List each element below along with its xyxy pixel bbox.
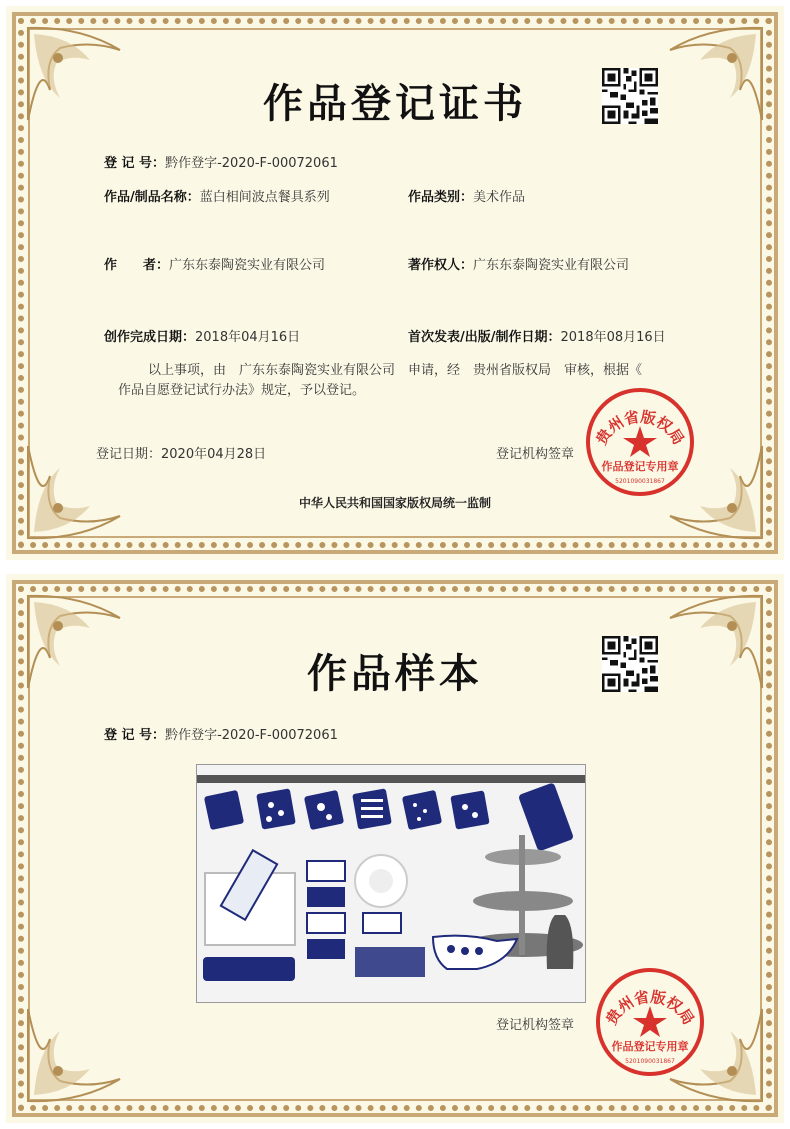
qr-code[interactable]	[602, 68, 658, 124]
seal-serial: 5201090031867	[615, 478, 665, 485]
seal-star-icon	[633, 1006, 667, 1037]
registration-date-label: 登记日期：	[96, 447, 162, 462]
creation-date-value: 2018年04月16日	[195, 330, 301, 345]
work-category-label: 作品类别：	[408, 190, 474, 205]
seal-top-text: 贵州省版权局	[592, 407, 688, 448]
official-seal	[594, 966, 706, 1078]
official-seal	[584, 386, 696, 498]
seal-star-icon	[623, 426, 657, 457]
registration-number-value: 黔作登字-2020-F-00072061	[165, 728, 338, 743]
registration-date	[96, 443, 266, 462]
corner-ornament	[20, 999, 130, 1109]
certificate-title: 作品登记证书	[263, 80, 527, 127]
author	[104, 254, 325, 273]
registration-number-label: 登 记 号：	[104, 156, 166, 171]
copyright-owner-label: 著作权人：	[408, 258, 474, 273]
author-label: 作 者：	[104, 258, 170, 273]
publication-date-value: 2018年08月16日	[560, 330, 666, 345]
author-value: 广东东泰陶瓷实业有限公司	[169, 258, 326, 273]
work-name-label: 作品/制品名称：	[104, 190, 200, 205]
registration-number-label: 登 记 号：	[104, 728, 166, 743]
work-sample-certificate	[6, 574, 784, 1123]
registration-number	[104, 724, 338, 743]
work-name-value: 蓝白相间波点餐具系列	[199, 190, 330, 205]
authority-signature-label: 登记机构签章	[496, 447, 575, 462]
work-category	[408, 186, 525, 205]
seal-top-text: 贵州省版权局	[602, 987, 698, 1028]
work-category-value: 美术作品	[473, 190, 526, 205]
registration-certificate	[6, 6, 784, 560]
authority-signature-label: 登记机构签章	[496, 1018, 575, 1033]
seal-bottom-text: 作品登记专用章	[611, 1040, 689, 1053]
registration-number-value: 黔作登字-2020-F-00072061	[165, 156, 338, 171]
sample-photo	[196, 764, 586, 1003]
statement-line-2: 作品自愿登记试行办法》规定，予以登记。	[118, 383, 366, 398]
sample-title: 作品样本	[307, 650, 483, 697]
creation-date	[104, 326, 300, 345]
publication-date	[408, 326, 666, 345]
issuer-footer: 中华人民共和国国家版权局统一监制	[298, 496, 491, 510]
copyright-owner-value: 广东东泰陶瓷实业有限公司	[473, 258, 630, 273]
qr-code[interactable]	[602, 636, 658, 692]
publication-date-label: 首次发表/出版/制作日期：	[408, 330, 561, 345]
creation-date-label: 创作完成日期：	[104, 330, 196, 345]
statement-line-1: 以上事项，由 广东东泰陶瓷实业有限公司 申请，经 贵州省版权局 审核，根据《	[148, 363, 643, 378]
registration-number	[104, 152, 338, 171]
copyright-owner	[408, 254, 629, 273]
registration-date-value: 2020年04月28日	[161, 447, 267, 462]
work-name	[104, 186, 330, 205]
seal-bottom-text: 作品登记专用章	[601, 460, 679, 473]
seal-serial: 5201090031867	[625, 1058, 675, 1065]
